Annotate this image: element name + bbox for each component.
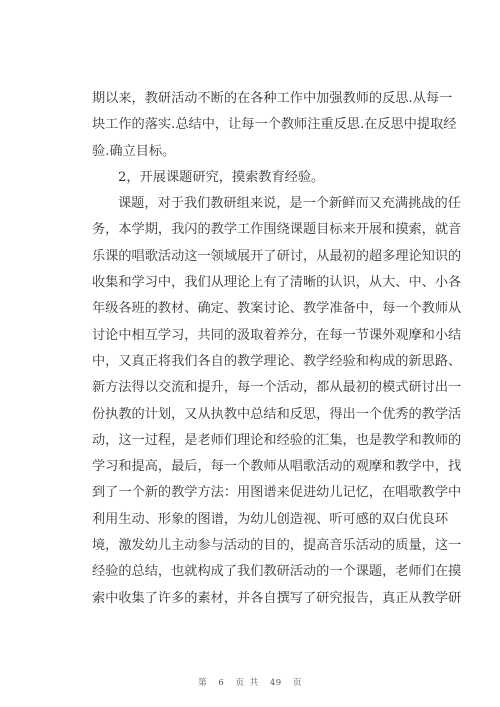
text-line: 期以来，教研活动不断的在各种工作中加强教师的反思.从每一 — [92, 91, 453, 106]
text-line: 年级各班的教材、确定、教案讨论、教学准备中，每一个教师从 — [92, 301, 462, 317]
text-line: 乐课的唱歌活动这一领域展开了研讨，从最初的超多理论知识的 — [92, 248, 462, 264]
text-line: 利用生动、形象的图谱，为幼儿创造视、听可感的双白优良环 — [92, 511, 449, 527]
text-line: 动，这一过程，是老师们理论和经验的汇集，也是教学和教师的 — [92, 432, 462, 448]
footer-middle: 页 共 — [235, 678, 259, 688]
text-line: 收集和学习中，我们从理论上有了清晰的认识，从大、中、小各 — [92, 275, 462, 291]
current-page-number: 6 — [218, 678, 225, 688]
footer-suffix: 页 — [292, 678, 302, 688]
text-line: 课题，对于我们教研组来说，是一个新鲜而又充满挑战的任 — [118, 196, 461, 212]
body-text — [92, 86, 462, 612]
section-heading: 2，开展课题研究，摸索教育经验。 — [118, 169, 325, 185]
total-pages-number: 49 — [269, 678, 282, 688]
text-line: 份执教的计划，又从执教中总结和反思，得出一个优秀的教学活 — [92, 406, 462, 422]
text-line: 学习和提高，最后，每一个教师从唱歌活动的观摩和教学中，找 — [92, 459, 462, 475]
text-line: 中，又真正将我们各自的教学理论、教学经验和构成的新思路、 — [92, 353, 462, 369]
text-line: 索中收集了许多的素材，并各自撰写了研究报告，真正从教学研 — [92, 590, 462, 606]
text-line: 到了一个新的教学方法：用图谱来促进幼儿记忆，在唱歌教学中 — [92, 485, 462, 501]
footer-prefix: 第 — [198, 678, 208, 688]
text-line: 新方法得以交流和提升，每一个活动，都从最初的模式研讨出一 — [92, 380, 462, 396]
page-footer — [0, 676, 500, 688]
text-line: 经验的总结，也就构成了我们教研活动的一个课题，老师们在摸 — [92, 564, 462, 580]
text-line: 验.确立目标。 — [92, 143, 176, 159]
text-line: 务，本学期，我闪的教学工作围绕课题目标来开展和摸索，就音 — [92, 222, 462, 238]
text-line: 块工作的落实.总结中，让每一个教师注重反思.在反思中提取经 — [92, 117, 457, 133]
text-line: 境，激发幼儿主动参与活动的目的，提高音乐活动的质量，这一 — [92, 538, 462, 554]
text-line: 讨论中相互学习，共同的汲取着养分，在每一节课外观摩和小结 — [92, 327, 462, 343]
